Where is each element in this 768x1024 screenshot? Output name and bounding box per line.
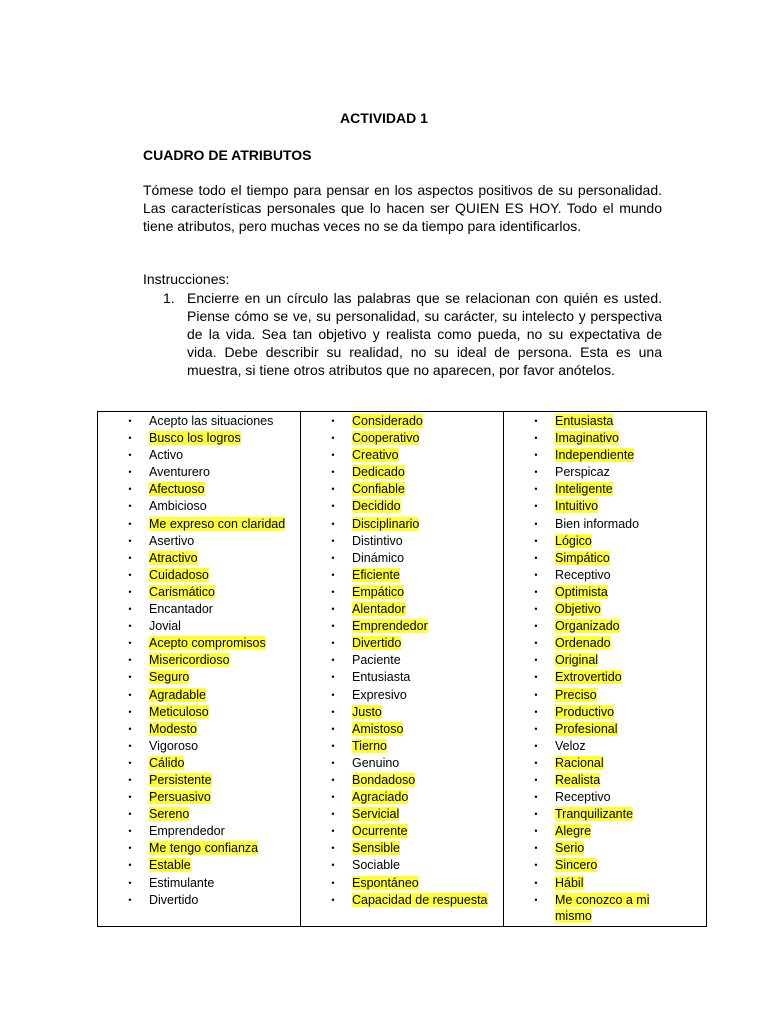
bullet-icon: • <box>128 723 132 734</box>
attribute-item <box>301 601 503 618</box>
bullet-icon: • <box>128 518 132 529</box>
attribute-item <box>98 550 300 567</box>
bullet-icon: • <box>331 569 335 580</box>
bullet-icon: • <box>331 792 335 803</box>
attribute-item <box>301 738 503 755</box>
bullet-icon: • <box>331 450 335 461</box>
attribute-word: Veloz <box>555 738 586 753</box>
attribute-word: Asertivo <box>149 533 195 548</box>
attribute-word: Encantador <box>149 602 213 617</box>
attribute-item <box>301 687 503 704</box>
attribute-list <box>504 413 706 924</box>
attribute-word: Aventurero <box>149 465 210 480</box>
attribute-word: Dedicado <box>352 465 405 480</box>
attribute-item <box>301 721 503 738</box>
attribute-item <box>301 669 503 686</box>
attribute-item <box>504 635 706 652</box>
attribute-item <box>504 669 706 686</box>
attribute-word: Cálido <box>149 755 185 770</box>
bullet-icon: • <box>128 843 132 854</box>
attribute-word: Confiable <box>352 482 405 497</box>
attribute-word: Sensible <box>352 841 400 856</box>
attribute-item <box>504 481 706 498</box>
attribute-word: Realista <box>555 772 601 787</box>
attribute-item <box>98 687 300 704</box>
attribute-item <box>504 823 706 840</box>
bullet-icon: • <box>534 586 538 597</box>
attribute-word: Independiente <box>555 448 635 463</box>
attribute-item <box>301 892 503 909</box>
attribute-item <box>301 635 503 652</box>
attributes-column-3 <box>504 412 707 927</box>
bullet-icon: • <box>128 638 132 649</box>
attribute-item <box>98 447 300 464</box>
attribute-item <box>98 721 300 738</box>
attribute-item <box>301 430 503 447</box>
bullet-icon: • <box>331 433 335 444</box>
bullet-icon: • <box>331 621 335 632</box>
attribute-item <box>504 857 706 874</box>
bullet-icon: • <box>331 894 335 905</box>
attribute-word: Considerado <box>352 414 423 428</box>
attribute-word: Hábil <box>555 875 584 890</box>
bullet-icon: • <box>534 569 538 580</box>
bullet-icon: • <box>128 535 132 546</box>
attribute-word: Estable <box>149 858 191 873</box>
attribute-item <box>98 669 300 686</box>
bullet-icon: • <box>331 552 335 563</box>
bullet-icon: • <box>534 826 538 837</box>
attribute-word: Emprendedor <box>149 824 225 839</box>
attribute-word: Emprendedor <box>352 619 428 634</box>
bullet-icon: • <box>331 535 335 546</box>
attribute-item <box>98 823 300 840</box>
attribute-item <box>504 806 706 823</box>
attribute-word: Bien informado <box>555 516 640 531</box>
attribute-word: Intuitivo <box>555 499 599 514</box>
bullet-icon: • <box>534 501 538 512</box>
instructions-label: Instrucciones: <box>143 271 230 287</box>
bullet-icon: • <box>534 792 538 803</box>
instruction-number: 1. <box>163 290 175 306</box>
attribute-item <box>504 447 706 464</box>
attributes-row <box>98 412 707 927</box>
bullet-icon: • <box>128 484 132 495</box>
bullet-icon: • <box>331 774 335 785</box>
attribute-word: Alentador <box>352 602 406 617</box>
attribute-word: Bondadoso <box>352 772 416 787</box>
bullet-icon: • <box>534 518 538 529</box>
attribute-word: Me conozco a mi mismo <box>555 892 650 923</box>
attribute-item <box>504 687 706 704</box>
bullet-icon: • <box>331 877 335 888</box>
attribute-word: Sincero <box>555 858 598 873</box>
attribute-word: Creativo <box>352 448 399 463</box>
attribute-item <box>301 498 503 515</box>
attribute-item <box>98 584 300 601</box>
attribute-word: Ambicioso <box>149 499 207 514</box>
bullet-icon: • <box>331 655 335 666</box>
attribute-item <box>98 652 300 669</box>
bullet-icon: • <box>534 723 538 734</box>
attribute-item <box>504 721 706 738</box>
attribute-item <box>98 533 300 550</box>
attribute-item <box>98 481 300 498</box>
attribute-item <box>98 892 300 909</box>
bullet-icon: • <box>534 621 538 632</box>
bullet-icon: • <box>128 689 132 700</box>
attribute-item <box>301 464 503 481</box>
bullet-icon: • <box>534 774 538 785</box>
attribute-word: Jovial <box>149 619 181 634</box>
attribute-item <box>98 755 300 772</box>
bullet-icon: • <box>534 655 538 666</box>
attribute-word: Lógico <box>555 533 592 548</box>
attribute-word: Profesional <box>555 721 618 736</box>
bullet-icon: • <box>128 586 132 597</box>
attribute-word: Seguro <box>149 670 190 685</box>
attribute-item <box>98 635 300 652</box>
attribute-item <box>301 823 503 840</box>
attribute-item <box>301 516 503 533</box>
attribute-item <box>504 464 706 481</box>
bullet-icon: • <box>128 672 132 683</box>
bullet-icon: • <box>331 723 335 734</box>
bullet-icon: • <box>331 689 335 700</box>
attribute-word: Genuino <box>352 755 400 770</box>
attribute-word: Carismático <box>149 584 215 599</box>
attribute-word: Cuidadoso <box>149 567 209 582</box>
attribute-word: Persuasivo <box>149 790 211 805</box>
attributes-table <box>97 411 707 927</box>
attribute-item <box>301 789 503 806</box>
attribute-word: Acepto compromisos <box>149 636 266 651</box>
attribute-item <box>504 875 706 892</box>
attribute-item <box>504 738 706 755</box>
attribute-word: Expresivo <box>352 687 407 702</box>
attribute-item <box>98 430 300 447</box>
bullet-icon: • <box>128 450 132 461</box>
attribute-item <box>504 652 706 669</box>
attribute-word: Racional <box>555 755 604 770</box>
bullet-icon: • <box>128 655 132 666</box>
attribute-item <box>504 550 706 567</box>
attribute-word: Dinámico <box>352 550 405 565</box>
attribute-word: Serio <box>555 841 585 856</box>
instruction-text: Encierre en un círculo las palabras que se relacionan con quién es usted. Piense cómo se ve, su personalidad, su carácter, su intelecto y perspectiva de la vida. Sea tan objetivo y realista como pueda, no su expectativa de vida. Debe describir su realidad, no su ideal de persona. Esta es una muestra, si tiene otros atributos que no aparecen, por favor anótelos. <box>187 290 662 378</box>
attribute-word: Me expreso con claridad <box>149 516 286 531</box>
attribute-item <box>301 584 503 601</box>
bullet-icon: • <box>128 809 132 820</box>
attribute-item <box>98 601 300 618</box>
bullet-icon: • <box>534 433 538 444</box>
bullet-icon: • <box>331 672 335 683</box>
bullet-icon: • <box>128 416 132 426</box>
attribute-item <box>301 413 503 430</box>
bullet-icon: • <box>331 843 335 854</box>
attribute-word: Misericordioso <box>149 653 230 668</box>
attribute-word: Estimulante <box>149 875 215 890</box>
attribute-word: Simpático <box>555 550 610 565</box>
bullet-icon: • <box>534 740 538 751</box>
attribute-item <box>301 618 503 635</box>
attributes-column-2 <box>301 412 504 927</box>
attribute-word: Busco los logros <box>149 431 241 446</box>
attribute-item <box>504 755 706 772</box>
attribute-word: Eficiente <box>352 567 400 582</box>
intro-paragraph: Tómese todo el tiempo para pensar en los aspectos positivos de su personalidad. Las características personales que lo hacen ser QUIEN ES HOY. Todo el mundo tiene atributos, pero muchas veces no se da tiempo para identificarlos. <box>143 182 662 234</box>
attribute-word: Receptivo <box>555 790 611 805</box>
bullet-icon: • <box>534 809 538 820</box>
attribute-item <box>301 652 503 669</box>
bullet-icon: • <box>331 416 335 426</box>
attribute-item <box>98 413 300 430</box>
attribute-item <box>301 567 503 584</box>
attribute-word: Distintivo <box>352 533 403 548</box>
attribute-item <box>504 840 706 857</box>
attribute-word: Justo <box>352 704 382 719</box>
attribute-word: Atractivo <box>149 550 198 565</box>
attribute-word: Espontáneo <box>352 875 419 890</box>
attribute-word: Imaginativo <box>555 431 619 446</box>
attribute-word: Tranquilizante <box>555 807 634 822</box>
attribute-word: Productivo <box>555 704 615 719</box>
bullet-icon: • <box>534 843 538 854</box>
bullet-icon: • <box>331 501 335 512</box>
bullet-icon: • <box>534 552 538 563</box>
attribute-item <box>301 550 503 567</box>
bullet-icon: • <box>534 450 538 461</box>
bullet-icon: • <box>534 604 538 615</box>
attribute-word: Organizado <box>555 619 620 634</box>
bullet-icon: • <box>128 706 132 717</box>
attribute-list <box>301 413 503 909</box>
bullet-icon: • <box>128 826 132 837</box>
attribute-word: Sociable <box>352 858 400 873</box>
attribute-word: Receptivo <box>555 567 611 582</box>
bullet-icon: • <box>331 860 335 871</box>
attribute-item <box>504 533 706 550</box>
attribute-item <box>504 892 706 924</box>
attribute-word: Meticuloso <box>149 704 209 719</box>
attribute-item <box>301 447 503 464</box>
bullet-icon: • <box>534 638 538 649</box>
bullet-icon: • <box>331 757 335 768</box>
attribute-word: Original <box>555 653 599 668</box>
attribute-list <box>98 413 300 909</box>
bullet-icon: • <box>128 501 132 512</box>
bullet-icon: • <box>534 467 538 478</box>
attribute-word: Activo <box>149 448 184 463</box>
attribute-item <box>301 755 503 772</box>
attribute-word: Divertido <box>149 892 199 907</box>
attribute-item <box>98 704 300 721</box>
bullet-icon: • <box>331 706 335 717</box>
attribute-item <box>98 618 300 635</box>
attribute-item <box>98 875 300 892</box>
attribute-word: Empático <box>352 584 405 599</box>
attribute-item <box>98 840 300 857</box>
bullet-icon: • <box>331 586 335 597</box>
bullet-icon: • <box>331 518 335 529</box>
attribute-word: Paciente <box>352 653 401 668</box>
attribute-item <box>504 413 706 430</box>
attribute-item <box>98 464 300 481</box>
bullet-icon: • <box>534 672 538 683</box>
bullet-icon: • <box>128 433 132 444</box>
attribute-word: Divertido <box>352 636 402 651</box>
attribute-word: Afectuoso <box>149 482 205 497</box>
bullet-icon: • <box>331 484 335 495</box>
bullet-icon: • <box>128 792 132 803</box>
attribute-word: Cooperativo <box>352 431 420 446</box>
attribute-item <box>98 857 300 874</box>
bullet-icon: • <box>128 774 132 785</box>
bullet-icon: • <box>534 484 538 495</box>
attribute-word: Modesto <box>149 721 197 736</box>
attribute-item <box>301 772 503 789</box>
attribute-item <box>504 704 706 721</box>
attribute-item <box>98 516 300 533</box>
attribute-word: Decidido <box>352 499 401 514</box>
attribute-item <box>301 704 503 721</box>
attribute-word: Entusiasta <box>555 414 614 428</box>
bullet-icon: • <box>534 535 538 546</box>
attribute-item <box>301 875 503 892</box>
attribute-item <box>504 498 706 515</box>
bullet-icon: • <box>534 706 538 717</box>
bullet-icon: • <box>128 552 132 563</box>
attribute-item <box>98 498 300 515</box>
bullet-icon: • <box>128 894 132 905</box>
attribute-item <box>504 601 706 618</box>
attribute-item <box>504 618 706 635</box>
attribute-word: Servicial <box>352 807 400 822</box>
attribute-item <box>98 772 300 789</box>
attribute-word: Objetivo <box>555 602 601 617</box>
bullet-icon: • <box>128 569 132 580</box>
bullet-icon: • <box>534 877 538 888</box>
bullet-icon: • <box>128 860 132 871</box>
bullet-icon: • <box>128 757 132 768</box>
attribute-word: Tierno <box>352 738 387 753</box>
bullet-icon: • <box>331 809 335 820</box>
attribute-word: Capacidad de respuesta <box>352 892 488 907</box>
attribute-item <box>504 789 706 806</box>
attribute-word: Ordenado <box>555 636 611 651</box>
instruction-item <box>163 289 662 379</box>
attribute-item <box>98 567 300 584</box>
attribute-item <box>98 806 300 823</box>
bullet-icon: • <box>331 826 335 837</box>
attribute-item <box>301 840 503 857</box>
attribute-item <box>504 772 706 789</box>
attribute-item <box>301 857 503 874</box>
bullet-icon: • <box>534 894 538 905</box>
attribute-word: Acepto las situaciones <box>149 414 274 428</box>
attribute-word: Entusiasta <box>352 670 411 685</box>
attribute-item <box>98 789 300 806</box>
attribute-word: Optimista <box>555 584 608 599</box>
attribute-word: Perspicaz <box>555 465 610 480</box>
attribute-word: Ocurrente <box>352 824 408 839</box>
attribute-item <box>504 430 706 447</box>
bullet-icon: • <box>534 416 538 426</box>
bullet-icon: • <box>331 467 335 478</box>
bullet-icon: • <box>534 689 538 700</box>
attribute-word: Me tengo confianza <box>149 841 259 856</box>
attribute-word: Preciso <box>555 687 597 702</box>
attribute-word: Disciplinario <box>352 516 420 531</box>
bullet-icon: • <box>534 860 538 871</box>
bullet-icon: • <box>331 638 335 649</box>
attributes-column-1 <box>98 412 301 927</box>
document-title: ACTIVIDAD 1 <box>340 110 428 126</box>
attribute-word: Extrovertido <box>555 670 622 685</box>
bullet-icon: • <box>128 467 132 478</box>
attribute-item <box>504 516 706 533</box>
attribute-word: Sereno <box>149 807 190 822</box>
attribute-word: Vigoroso <box>149 738 199 753</box>
attribute-item <box>504 584 706 601</box>
attribute-word: Persistente <box>149 772 212 787</box>
attribute-word: Agradable <box>149 687 206 702</box>
attribute-item <box>504 567 706 584</box>
attribute-item <box>98 738 300 755</box>
attribute-word: Alegre <box>555 824 592 839</box>
bullet-icon: • <box>331 740 335 751</box>
bullet-icon: • <box>534 757 538 768</box>
bullet-icon: • <box>331 604 335 615</box>
attribute-word: Amistoso <box>352 721 404 736</box>
bullet-icon: • <box>128 740 132 751</box>
attribute-item <box>301 481 503 498</box>
attribute-item <box>301 806 503 823</box>
bullet-icon: • <box>128 604 132 615</box>
bullet-icon: • <box>128 877 132 888</box>
attribute-word: Agraciado <box>352 790 409 805</box>
attribute-word: Inteligente <box>555 482 613 497</box>
bullet-icon: • <box>128 621 132 632</box>
attribute-item <box>301 533 503 550</box>
section-title: CUADRO DE ATRIBUTOS <box>143 147 312 163</box>
